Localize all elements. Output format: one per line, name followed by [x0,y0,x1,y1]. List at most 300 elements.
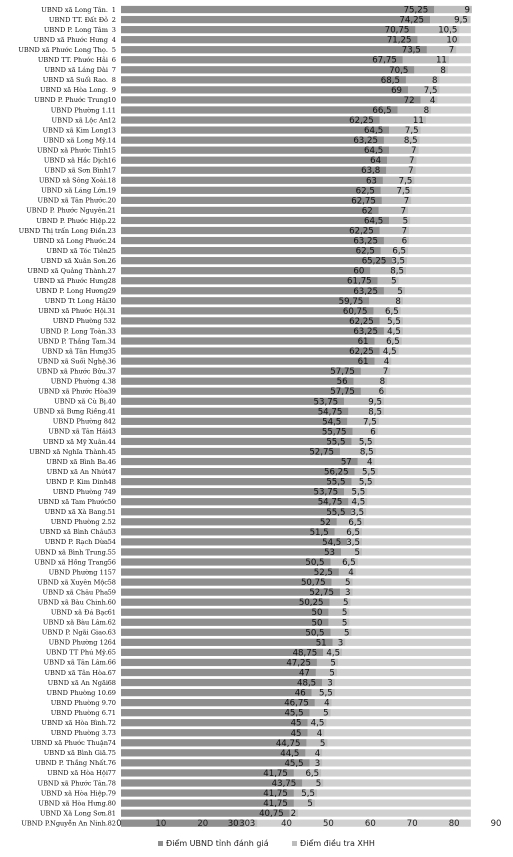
bar-series-1 [121,367,361,378]
value-label-series-2: 9 [464,5,470,16]
x-tick-label: 20 [197,819,209,829]
bar-series-1 [121,206,379,217]
value-label-series-1: 46 [294,688,306,699]
bar-series-1 [121,257,392,264]
category-label: UBND xã Tóc Tiên [46,246,108,255]
value-label-series-1: 70,75 [384,25,410,36]
value-label-series-2: 5 [342,598,349,609]
category-index: 67 [107,668,116,677]
value-label-series-2: 7 [400,206,407,217]
value-label-series-2: 5,5 [358,437,373,448]
category-index: 50 [107,498,116,507]
category-index: 17 [107,166,116,175]
bar-series-1 [121,618,328,629]
category-index: 46 [107,457,116,466]
value-label-series-2: 8 [379,377,386,388]
category-label: UBND Tt Long Hải [44,297,108,306]
value-label-series-1: 62,25 [349,226,374,237]
bar-series-1 [121,317,380,324]
legend-swatch [292,841,297,846]
value-label-series-1: 52,5 [313,568,333,579]
value-label-series-1: 62 [361,206,373,217]
category-label: UBND Phường 3. [50,729,108,738]
category-label: UBND xã Suối Rao. [42,76,108,85]
category-index: 4 [111,35,116,44]
value-label-series-2: 7,5 [396,186,411,197]
category-label: UBND xã Đá Bạc [50,608,108,617]
category-label: UBND xã Bưng Riềng. [33,407,108,416]
bar-series-1 [121,407,348,418]
category-index: 73 [107,729,116,738]
category-label: UBND xã Láng Dài [44,66,108,75]
category-index: 59 [107,588,116,597]
value-label-series-2: 6,5 [346,527,360,538]
bar-series-1 [121,498,348,505]
bar-series-1 [121,327,384,334]
value-label-series-2: 6,5 [385,306,399,317]
bar-series-1 [121,628,331,639]
value-label-series-2: 6 [378,387,385,398]
category-label: UBND xã Sông Xoài. [38,176,108,185]
category-label: UBND xã Xà Bang. [44,508,108,517]
value-label-series-2: 5 [319,738,326,749]
value-label-series-2: 3 [337,638,344,649]
category-index: 27 [107,266,116,275]
category-index: 6 [111,56,116,65]
category-index: 7 [111,66,116,75]
value-label-series-1: 57 [340,457,352,468]
category-label: UBND xã Bình Trung. [34,548,108,557]
value-label-series-2: 5,5 [319,688,333,699]
category-label: UBND xã Phước Hòa [38,387,108,396]
value-label-series-2: 3 [249,819,256,830]
value-label-series-2: 10,5 [438,25,458,36]
category-index: 23 [107,226,116,235]
category-index: 20 [107,196,116,205]
bar-series-1 [121,608,328,619]
value-label-series-1: 56 [336,377,348,388]
x-tick-label: 60 [364,819,376,829]
category-index: 16 [107,156,116,165]
category-label: UBND xã Tân Lâm. [43,658,108,667]
value-label-series-1: 45 [290,728,302,739]
bar-series-1 [121,136,384,147]
category-label: UBND xã Kim Long [42,126,108,135]
value-label-series-1: 62,25 [349,347,374,358]
bar-series-1 [121,538,347,545]
value-label-series-2: 8,5 [368,407,382,418]
category-label: UBND Xã Long Sơn. [39,809,108,818]
bar-series-1 [121,518,337,525]
category-label: UBND xã Tam Phước [37,498,108,507]
value-label-series-1: 44,75 [275,738,301,749]
value-label-series-1: 52,75 [309,588,334,599]
category-label: UBND xã Hòa Hưng. [38,799,108,808]
bar-series-1 [121,297,369,304]
value-label-series-1: 64,5 [364,146,384,157]
bar-series-1 [121,86,408,93]
category-label: UBND TT. Đất Đỏ [48,15,108,24]
value-label-series-2: 8,5 [390,266,404,277]
value-label-series-1: 50,5 [305,628,325,639]
value-label-series-2: 4 [348,568,354,579]
value-label-series-2: 5 [315,778,322,789]
bar-series-1 [121,46,427,53]
category-index: 13 [107,126,116,135]
value-label-series-2: 7,5 [423,85,438,96]
value-label-series-1: 47,25 [286,658,311,669]
value-label-series-1: 52,75 [309,447,334,458]
value-label-series-1: 67,75 [372,55,397,66]
value-label-series-1: 54,75 [317,497,343,508]
value-label-series-2: 7,5 [404,126,419,137]
value-label-series-1: 65,25 [361,256,387,267]
value-label-series-1: 74,25 [399,15,425,26]
category-label: UBND xã Phước Thuận [30,739,108,748]
category-index: 24 [107,236,116,245]
value-label-series-2: 6,5 [305,768,320,779]
category-index: 45 [107,447,116,456]
bar-series-1 [121,508,351,515]
category-index: 65 [107,648,116,657]
value-label-series-1: 59,75 [338,296,364,307]
value-label-series-2: 3 [314,758,321,769]
category-label: UBND P. Long Toàn. [40,327,108,336]
bar-series-1 [121,216,389,227]
category-index: 25 [107,246,116,255]
value-label-series-1: 62,5 [355,246,375,257]
value-label-series-2: 4 [316,728,323,739]
bar-series-1 [121,196,382,207]
value-label-series-2: 4,5 [310,718,325,729]
category-index: 41 [107,407,116,416]
bar-series-1 [121,76,406,83]
bar-series-1 [121,26,415,33]
value-label-series-1: 55,5 [326,437,346,448]
category-labels [18,6,116,828]
value-label-series-1: 63 [365,176,377,187]
value-label-series-2: 3 [327,678,333,689]
value-label-series-1: 63,25 [353,136,378,147]
category-index: 52 [107,518,116,527]
category-index: 39 [107,387,116,396]
value-label-series-2: 5,5 [301,789,315,800]
category-index: 80 [107,799,116,808]
category-index: 3 [111,25,116,34]
category-label: UBND Phường 2. [50,518,108,527]
value-label-series-2: 6 [370,427,376,438]
bar-series-1 [121,176,383,187]
category-index: 62 [107,618,116,627]
bar-series-1 [121,468,355,475]
category-label: UBND P. Thắng Nhất. [35,759,108,768]
category-index: 31 [107,307,116,316]
category-index: 15 [107,146,116,155]
bar-series-1 [121,307,373,314]
category-label: UBND xã Phước Long Thọ. [18,46,108,55]
bar-series-1 [121,357,375,364]
value-label-series-2: 6,5 [392,246,407,257]
value-label-series-2: 4,5 [326,648,341,659]
category-label: UBND xã Hòa Bình. [41,719,108,728]
category-label: UBND xã Hòa Long. [40,86,108,95]
category-index: 29 [107,287,116,296]
category-index: 21 [107,206,116,215]
category-label: UBND xã Hòa Hội [47,769,108,778]
category-index: 34 [107,337,116,346]
category-index: 8 [111,76,116,85]
x-tick-label: 90 [490,819,502,829]
value-label-series-2: 5 [341,608,348,619]
category-index: 19 [107,186,116,195]
value-label-series-1: 62,25 [349,316,374,327]
category-index: 60 [107,598,116,607]
value-label-series-1: 41,75 [263,789,288,800]
value-label-series-2: 5 [341,618,348,629]
category-index: 36 [107,357,116,366]
value-label-series-1: 56,25 [324,467,349,478]
category-label: UBND xã Tân Hưng [41,347,108,356]
x-tick-label: 30 [239,819,251,829]
category-index: 40 [107,397,116,406]
value-label-series-1: 75,25 [403,5,429,16]
x-tick-label: 50 [323,819,334,829]
category-index: 12 [107,116,116,125]
category-label: UBND xã Quảng Thành. [27,266,108,275]
category-index: 35 [107,347,116,356]
category-label: UBND Phường 5 [52,317,108,326]
value-label-series-2: 3,5 [350,507,365,518]
category-label: UBND TT. Phước Hải [37,56,108,65]
value-label-series-2: 5 [397,286,403,297]
category-index: 38 [107,377,116,386]
value-label-series-1: 41,75 [263,799,288,810]
legend-label: Điểm điều tra XHH [300,839,375,848]
value-label-series-2: 9,5 [368,397,382,408]
bar-series-1 [121,56,403,63]
category-label: UBND xã Phước Hưng [33,277,108,286]
bar-series-1 [121,36,417,43]
value-label-series-1: 48,5 [297,678,317,689]
category-label: UBND xã Phước Hội. [38,307,108,316]
category-label: UBND xã Xuyên Mộc [37,578,108,587]
value-label-series-2: 7,5 [398,176,413,187]
value-label-series-2: 5,5 [387,316,401,327]
value-label-series-2: 7 [408,166,414,177]
category-label: UBND xã Bình Châu [39,528,108,537]
value-label-series-1: 50,5 [305,557,325,568]
bar-series-1 [121,347,380,354]
bar-series-1 [121,668,316,679]
value-label-series-1: 40,75 [259,809,284,820]
category-index: 11 [107,106,116,115]
bar-series-1 [121,488,344,495]
bar-series-1 [121,277,378,284]
value-label-series-1: 51,5 [309,527,329,538]
category-index: 56 [107,558,116,567]
value-label-series-1: 54,5 [322,417,342,428]
value-label-series-1: 50 [311,618,323,629]
value-label-series-2: 3,5 [346,537,360,548]
category-label: UBND xã Mỹ Xuân. [42,437,108,446]
category-index: 26 [107,256,116,265]
x-tick-label: 10 [155,819,167,829]
value-label-series-1: 60,75 [342,306,368,317]
value-label-series-1: 30 [227,819,239,830]
bar-series-1 [121,427,353,438]
category-label: UBND P. Long Hương [35,287,108,296]
value-label-series-1: 41,75 [263,768,288,779]
category-label: UBND P. Phước Trung [34,96,108,105]
category-index: 79 [107,789,116,798]
bar-series-1 [121,558,331,565]
value-label-series-1: 72 [403,95,415,106]
bar-series-1 [121,437,351,448]
bar-series-1 [121,638,333,649]
bar-series-1 [121,759,310,766]
category-label: UBND xã Phước Tân. [37,779,108,788]
category-label: UBND xã Cù Bị. [54,397,108,406]
value-label-series-1: 66,5 [372,105,392,116]
legend-label: Điểm UBND tỉnh đánh giá [166,839,269,848]
value-label-series-2: 5 [323,708,329,719]
value-label-series-1: 62,5 [355,186,375,197]
category-label: UBND P. Ngãi Giao. [41,628,108,637]
bar-series-1 [121,166,386,177]
category-label: UBND Phường 12 [48,638,108,647]
value-label-series-1: 47 [298,668,310,679]
value-label-series-1: 54,75 [317,407,343,418]
category-index: 48 [107,477,116,486]
bar-series-1 [121,548,341,555]
bar-series-1 [121,719,308,726]
value-label-series-1: 46,75 [284,698,309,709]
x-tick-label: 40 [281,819,292,829]
category-label: UBND P.Nguyễn An Ninh. [21,819,108,828]
category-index: 9 [111,86,116,95]
value-label-series-2: 5 [354,547,360,558]
value-label-series-2: 9,5 [454,15,468,26]
category-label: UBND Phường 9. [50,698,108,707]
value-label-series-2: 5 [391,276,397,287]
category-label: UBND xã Phước Tỉnh [37,146,108,155]
value-label-series-1: 62,75 [351,196,376,207]
category-label: UBND Phường 6. [50,708,108,717]
category-index: 33 [107,327,116,336]
category-label: UBND P. Phước Hiệp. [36,216,108,225]
category-label: UBND xã Xuân Sơn. [40,256,108,265]
value-label-series-2: 8,5 [403,136,418,147]
value-label-series-2: 8 [395,296,401,307]
category-label: UBND xã Long Tân. [41,5,108,14]
bar-series-1 [121,377,354,388]
category-label: UBND Phường 10. [46,688,108,697]
bar-series-1 [121,397,344,408]
category-label: UBND Phường 1. [50,106,108,115]
value-label-series-1: 53 [324,547,336,558]
value-label-series-2: 4 [383,357,390,368]
category-index: 58 [107,578,116,587]
category-label: UBND xã Sơn Bình [44,166,108,175]
value-label-series-2: 5 [402,216,409,227]
value-label-series-1: 61,75 [347,276,372,287]
category-index: 37 [107,367,116,376]
x-tick-label: 80 [448,819,460,829]
category-index: 81 [107,809,116,818]
bar-series-1 [121,337,375,344]
category-label: UBND Phường 8 [52,417,108,426]
category-label: UBND xã Tân Hải [48,427,108,436]
category-label: UBND xã Bàu Lâm. [42,618,108,627]
category-label: UBND xã Nghĩa Thành. [29,447,108,456]
bar-series-1 [121,478,351,485]
category-index: 75 [107,749,116,758]
category-index: 57 [107,568,116,577]
value-label-series-1: 71,25 [386,35,412,46]
bar-series-1 [121,749,305,756]
category-index: 68 [107,678,116,687]
value-label-series-2: 4 [324,698,330,709]
value-label-series-2: 4 [314,748,321,759]
value-label-series-1: 61 [357,357,369,368]
value-label-series-2: 7 [403,196,410,207]
bar-series-1 [121,387,361,398]
category-label: UBND xã Hồng Trang [34,558,108,567]
category-index: 32 [107,317,116,326]
value-label-series-1: 63,8 [361,166,381,177]
value-label-series-2: 4,5 [351,497,366,508]
bar-series-1 [121,287,384,294]
value-label-series-2: 5 [344,628,350,639]
value-label-series-2: 7 [411,146,417,157]
value-label-series-2: 4 [429,95,436,106]
category-label: UBND Thị trấn Long Điền. [18,226,108,235]
bar-series-1 [121,156,387,167]
legend-swatch [158,841,163,846]
value-label-series-2: 4,5 [382,347,397,358]
value-label-series-1: 63,25 [353,286,378,297]
value-label-series-1: 45 [290,718,302,729]
value-label-series-2: 11 [412,116,424,127]
value-label-series-1: 53,75 [313,487,339,498]
category-label: UBND xã Bình Ba. [46,457,108,466]
category-index: 72 [107,719,116,728]
category-index: 2 [111,15,116,24]
category-label: UBND xã An Ngãi [47,678,108,687]
category-label: UBND Phường 7 [52,487,108,496]
category-index: 10 [107,96,116,105]
value-label-series-2: 6,5 [348,517,363,528]
value-label-series-2: 5 [329,668,335,679]
category-index: 22 [107,216,116,225]
value-label-series-1: 57,75 [330,387,355,398]
value-label-series-1: 63,25 [353,236,378,247]
value-label-series-1: 61 [357,337,369,348]
category-label: UBND xã Bình Giã. [43,749,108,758]
category-index: 76 [107,759,116,768]
category-index: 53 [107,528,116,537]
value-label-series-1: 50,75 [300,578,326,589]
category-index: 71 [107,708,116,717]
category-index: 5 [111,46,116,55]
value-label-series-2: 6,5 [342,557,356,568]
x-tick-label: 70 [406,819,418,829]
category-index: 54 [107,538,116,547]
value-label-series-1: 60 [353,266,365,277]
bar-series-1 [121,689,312,696]
category-index: 61 [107,608,116,617]
category-index: 47 [107,467,116,476]
